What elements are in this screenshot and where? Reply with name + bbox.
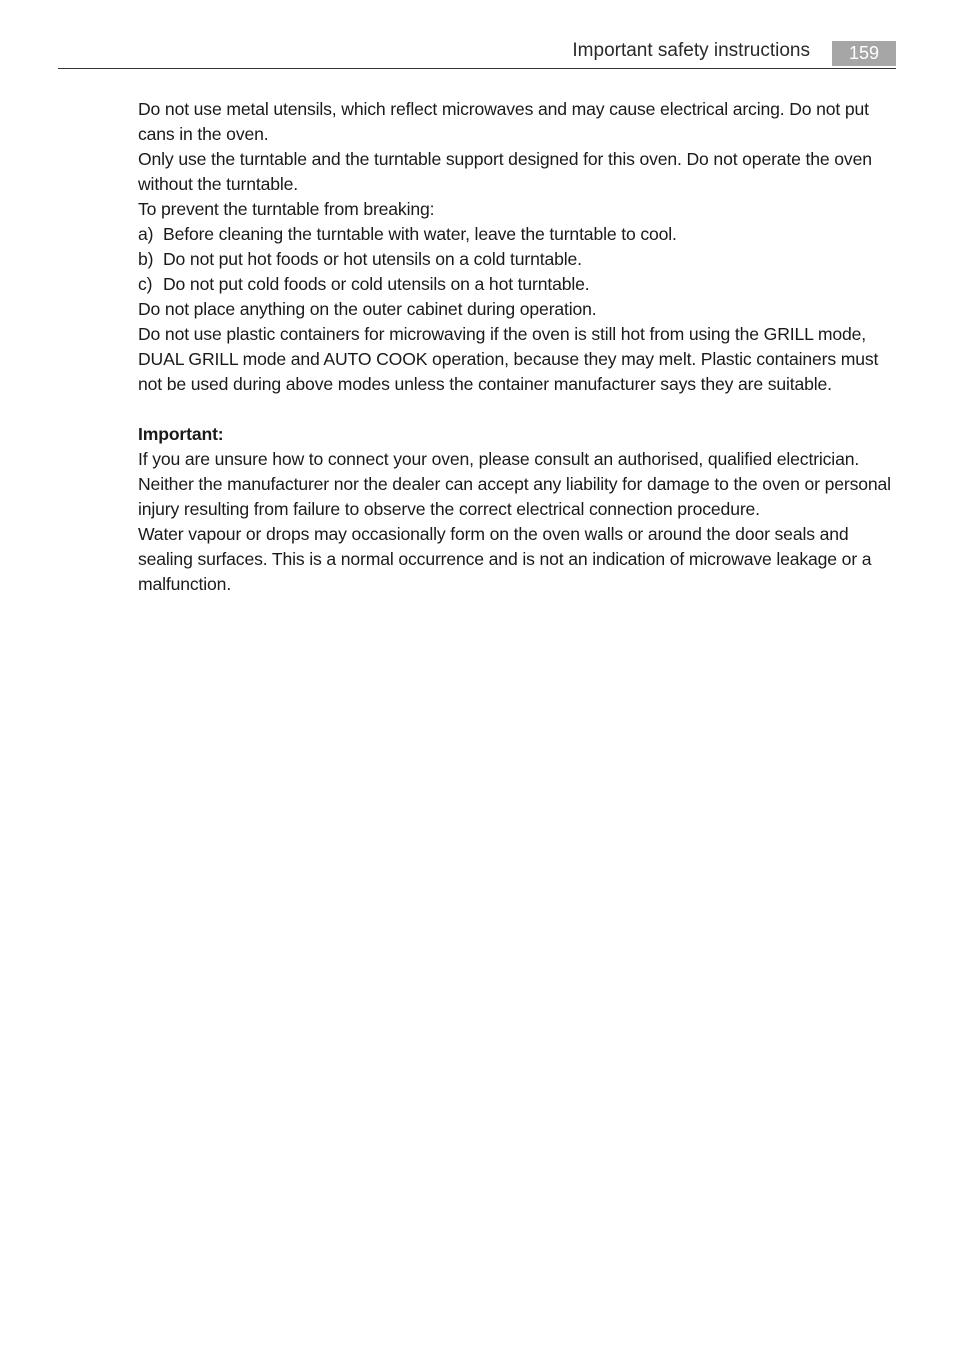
header-divider [58, 68, 896, 69]
paragraph-electrician: If you are unsure how to connect your oven, please consult an authorised, qualified electrician. [138, 449, 860, 469]
list-text: Do not put hot foods or hot utensils on a cold turntable. [163, 249, 582, 269]
paragraph-plastic-containers: Do not use plastic containers for microwaving if the oven is still hot from using the GRILL mode, DUAL GRILL mode and AUTO COOK operation, because they may melt. Plastic containers must not be used during above modes unless the container manufacturer says they are suitable. [138, 324, 879, 394]
section-spacer [138, 397, 894, 422]
page-header [58, 38, 896, 68]
document-body [138, 97, 894, 597]
list-marker: a) [138, 224, 154, 244]
header-title: Important safety instructions [572, 40, 810, 61]
paragraph-turntable-use: Only use the turntable and the turntable support designed for this oven. Do not operate the oven without the turntable. [138, 149, 872, 194]
paragraph-liability: Neither the manufacturer nor the dealer can accept any liability for damage to the oven or personal injury resulting from failure to observe the correct electrical connection procedure. [138, 474, 891, 519]
list-text: Before cleaning the turntable with water, leave the turntable to cool. [163, 224, 677, 244]
paragraph-metal-utensils: Do not use metal utensils, which reflect microwaves and may cause electrical arcing. Do not put cans in the oven. [138, 99, 869, 144]
list-marker: b) [138, 249, 154, 269]
list-marker: c) [138, 274, 153, 294]
list-item [138, 272, 894, 297]
paragraph-water-vapour: Water vapour or drops may occasionally form on the oven walls or around the door seals and sealing surfaces. This is a normal occurrence and is not an indication of microwave leakage or a malfunction. [138, 524, 872, 594]
list-item [138, 222, 894, 247]
paragraph-outer-cabinet: Do not place anything on the outer cabinet during operation. [138, 299, 597, 319]
list-text: Do not put cold foods or cold utensils on a hot turntable. [163, 274, 590, 294]
list-item [138, 247, 894, 272]
paragraph-turntable-breaking: To prevent the turntable from breaking: [138, 199, 435, 219]
page-number: 159 [832, 41, 896, 66]
important-heading: Important: [138, 424, 224, 444]
